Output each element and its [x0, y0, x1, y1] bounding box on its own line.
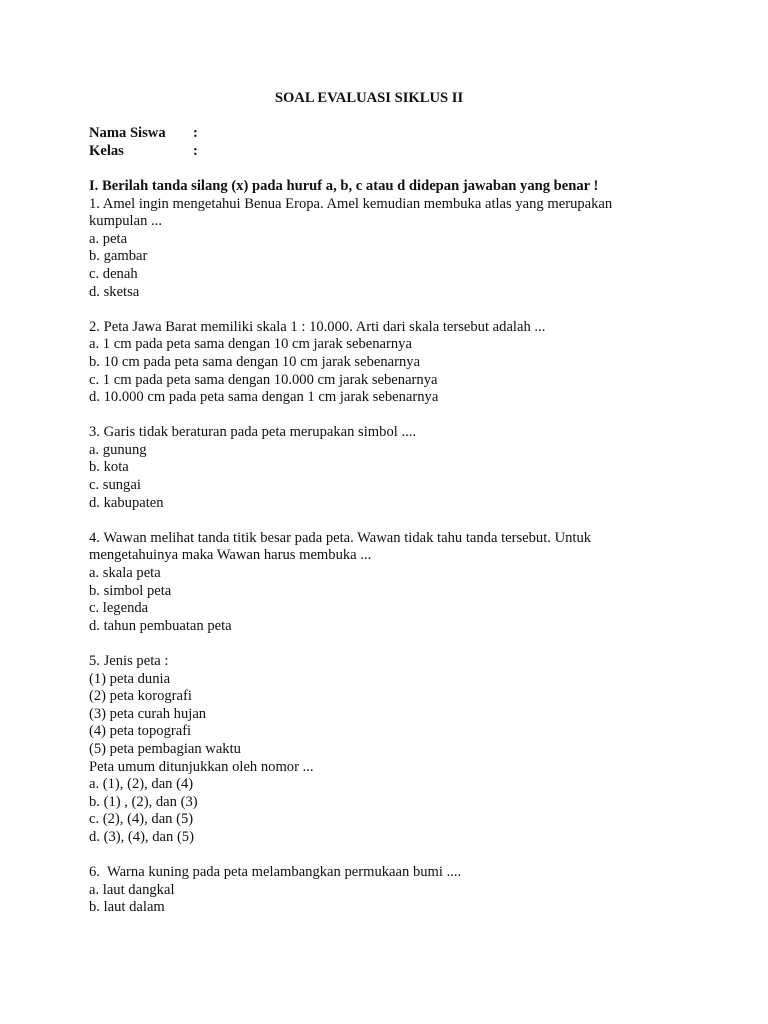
page-title: SOAL EVALUASI SIKLUS II [274, 90, 464, 106]
student-name-colon: : [193, 125, 198, 142]
answer-option: d. 10.000 cm pada peta sama dengan 1 cm jarak sebenarnya [89, 389, 439, 406]
instruction-heading: I. Berilah tanda silang (x) pada huruf a, b, c atau d didepan jawaban yang benar ! [89, 177, 599, 194]
question-2 [89, 319, 689, 407]
answer-option: b. kota [89, 459, 129, 476]
answer-option: d. kabupaten [89, 494, 164, 511]
map-type-item: (4) peta topografi [89, 723, 192, 740]
answer-option: a. peta [89, 230, 128, 247]
question-3 [89, 424, 689, 512]
question-6 [89, 864, 689, 917]
student-name-row [89, 125, 689, 143]
answer-option: b. laut dalam [89, 899, 165, 916]
answer-option: d. (3), (4), dan (5) [89, 828, 194, 845]
question-stem-line: 6. Warna kuning pada peta melambangkan permukaan bumi .... [89, 864, 462, 881]
question-4 [89, 530, 689, 636]
question-stem-line: 5. Jenis peta : [89, 653, 169, 669]
question-stem-line: mengetahuinya maka Wawan harus membuka ... [89, 547, 372, 564]
map-type-item: (3) peta curah hujan [89, 705, 207, 722]
question-5 [89, 653, 689, 847]
spacer [89, 301, 689, 319]
spacer [89, 160, 689, 178]
answer-option: b. (1) , (2), dan (3) [89, 793, 198, 810]
spacer [89, 512, 689, 530]
question-stem-line: 3. Garis tidak beraturan pada peta merupakan simbol .... [89, 424, 417, 441]
spacer [89, 407, 689, 425]
answer-option: c. sungai [89, 477, 141, 494]
answer-option: a. 1 cm pada peta sama dengan 10 cm jarak sebenarnya [89, 336, 412, 353]
map-type-item: (1) peta dunia [89, 670, 171, 687]
spacer [89, 847, 689, 865]
question-stem-line: 1. Amel ingin mengetahui Benua Eropa. Amel kemudian membuka atlas yang merupakan [89, 195, 613, 212]
question-stem-line: 2. Peta Jawa Barat memiliki skala 1 : 10.000. Arti dari skala tersebut adalah ... [89, 318, 546, 335]
answer-option: a. gunung [89, 441, 147, 458]
map-type-item: (2) peta korografi [89, 688, 192, 705]
answer-option: a. laut dangkal [89, 881, 175, 898]
answer-option: a. (1), (2), dan (4) [89, 776, 194, 793]
answer-option: b. simbol peta [89, 582, 172, 599]
question-stem-line: 4. Wawan melihat tanda titik besar pada peta. Wawan tidak tahu tanda tersebut. Untuk [89, 529, 592, 546]
answer-option: a. skala peta [89, 565, 161, 582]
question-stem-line: kumpulan ... [89, 213, 162, 230]
answer-option: c. denah [89, 265, 138, 282]
question-stem-line: Peta umum ditunjukkan oleh nomor ... [89, 758, 314, 775]
student-class-row [89, 143, 689, 161]
student-class-label: Kelas [89, 142, 124, 159]
document-page [89, 90, 689, 917]
answer-option: d. tahun pembuatan peta [89, 617, 232, 634]
spacer [89, 635, 689, 653]
answer-option: c. 1 cm pada peta sama dengan 10.000 cm jarak sebenarnya [89, 371, 438, 388]
answer-option: c. legenda [89, 600, 149, 617]
answer-option: b. gambar [89, 248, 148, 265]
answer-option: d. sketsa [89, 283, 140, 300]
student-name-label: Nama Siswa [89, 125, 166, 142]
answer-option: b. 10 cm pada peta sama dengan 10 cm jarak sebenarnya [89, 353, 421, 370]
student-class-colon: : [193, 142, 198, 159]
map-type-item: (5) peta pembagian waktu [89, 740, 241, 757]
spacer [89, 108, 689, 126]
answer-option: c. (2), (4), dan (5) [89, 811, 194, 828]
question-1 [89, 196, 689, 302]
